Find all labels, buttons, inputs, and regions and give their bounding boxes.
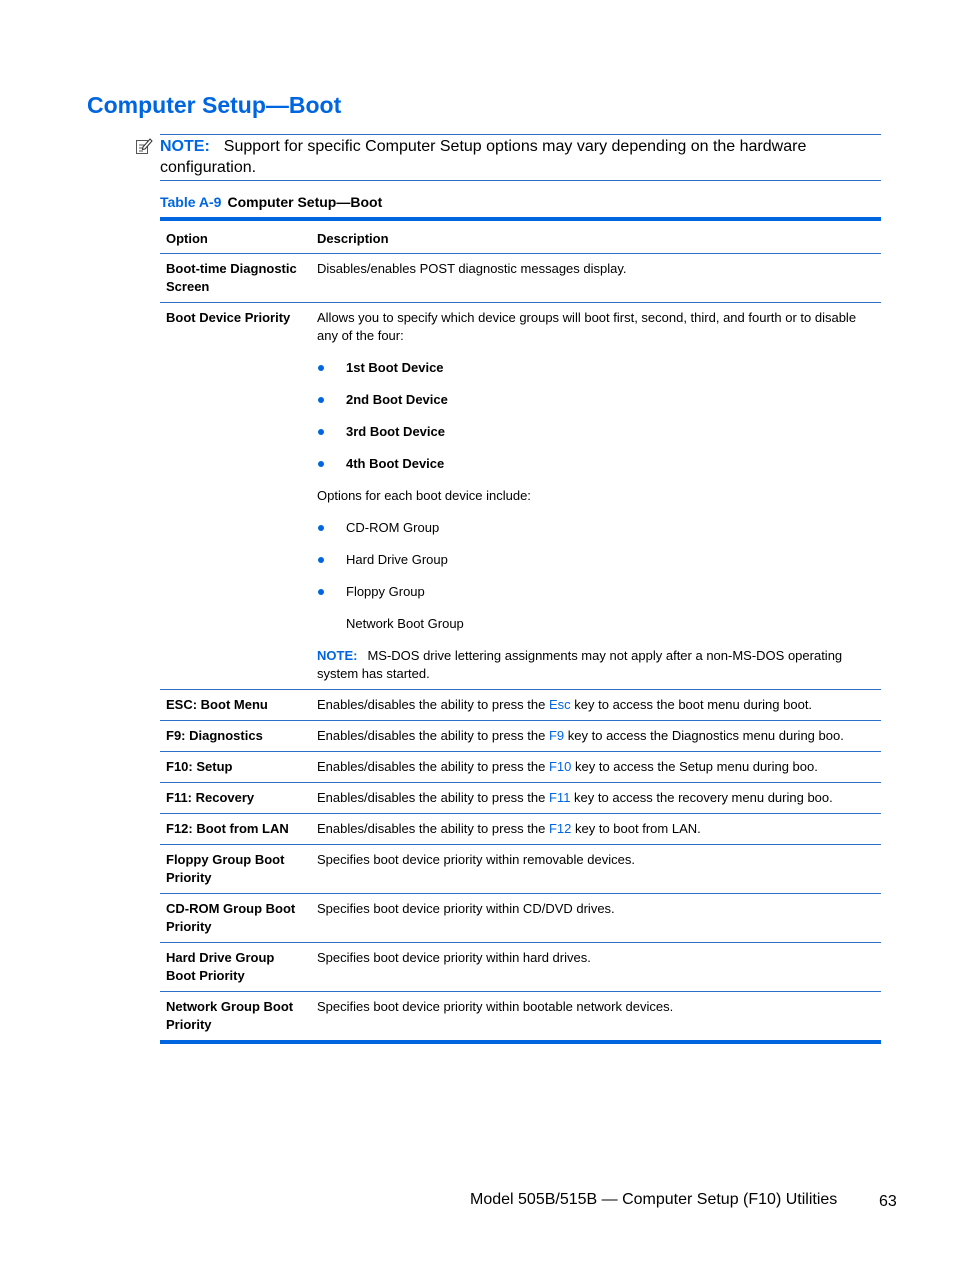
priority-intro: Allows you to specify which device groups will boot first, second, third, and fourth or to disable any of the four: [317, 310, 857, 343]
option-cell: F10: Setup [160, 752, 311, 783]
description-cell: Enables/disables the ability to press the F11 key to access the recovery menu during boo. [311, 783, 881, 814]
table-row [160, 303, 881, 690]
option-cell: Boot Device Priority [160, 303, 311, 690]
list-item: 2nd Boot Device [317, 391, 875, 409]
option-cell: F12: Boot from LAN [160, 814, 311, 845]
key-name: F12 [548, 821, 572, 836]
bullet-icon [318, 461, 324, 467]
table-row [160, 943, 881, 992]
table-header-row [160, 219, 881, 254]
option-cell: Network Group Boot Priority [166, 999, 294, 1032]
table-number: Table A-9 [160, 194, 222, 210]
page-title: Computer Setup—Boot [87, 92, 342, 118]
table-row [160, 721, 881, 752]
description-cell: Enables/disables the ability to press the F10 key to access the Setup menu during boo. [311, 752, 881, 783]
table-row [160, 690, 881, 721]
list-item: Floppy Group [317, 583, 875, 601]
bullet-icon [318, 525, 324, 531]
option-cell: Boot-time Diagnostic Screen [160, 254, 311, 303]
description-cell: Enables/disables the ability to press the Esc key to access the boot menu during boot. [311, 690, 881, 721]
options-intro: Options for each boot device include: [317, 488, 531, 503]
key-name: F10 [548, 759, 572, 774]
note-box [160, 134, 881, 181]
description-cell: Enables/disables the ability to press the F12 key to boot from LAN. [311, 814, 881, 845]
description-cell: Specifies boot device priority within CD/DVD drives. [311, 894, 881, 943]
footer-text: Model 505B/515B — Computer Setup (F10) Utilities [470, 1191, 838, 1208]
key-name: F9 [548, 728, 565, 743]
description-cell [311, 303, 881, 690]
note-pencil-icon [135, 137, 153, 155]
page-number: 63 [879, 1193, 897, 1210]
description-cell: Specifies boot device priority within removable devices. [311, 845, 881, 894]
note-label: NOTE: [160, 138, 210, 155]
boot-options-table [160, 217, 881, 1044]
inline-note-label: NOTE: [317, 648, 358, 663]
table-row [160, 254, 881, 303]
header-option: Option [160, 219, 311, 254]
bullet-icon [318, 397, 324, 403]
list-item: Network Boot Group [346, 616, 464, 631]
option-cell: CD-ROM Group Boot Priority [160, 894, 311, 943]
description-cell: Enables/disables the ability to press the F9 key to access the Diagnostics menu during boo. [311, 721, 881, 752]
table-caption [160, 194, 382, 210]
inline-note [317, 647, 875, 683]
list-item: 3rd Boot Device [317, 423, 875, 441]
option-cell: F11: Recovery [160, 783, 311, 814]
list-item: CD-ROM Group [317, 519, 875, 537]
description-cell: Disables/enables POST diagnostic messages display. [311, 254, 881, 303]
key-name: Esc [548, 697, 571, 712]
option-cell: F9: Diagnostics [160, 721, 311, 752]
note-text: Support for specific Computer Setup options may vary depending on the hardware configuration. [160, 138, 807, 176]
key-name: F11 [548, 790, 571, 805]
list-item: 4th Boot Device [317, 455, 875, 473]
header-description: Description [311, 219, 881, 254]
inline-note-text: MS-DOS drive lettering assignments may not apply after a non-MS-DOS operating system has started. [317, 648, 843, 681]
table-row [160, 752, 881, 783]
option-cell: ESC: Boot Menu [160, 690, 311, 721]
boot-device-list [317, 359, 875, 473]
table-title: Computer Setup—Boot [227, 194, 383, 210]
bullet-icon [318, 557, 324, 563]
table-row [160, 894, 881, 943]
device-group-list [317, 519, 875, 633]
table-row [160, 992, 881, 1043]
table-row [160, 845, 881, 894]
bullet-icon [318, 429, 324, 435]
bullet-icon [318, 365, 324, 371]
description-cell: Specifies boot device priority within bootable network devices. [317, 999, 674, 1014]
option-cell: Floppy Group Boot Priority [160, 845, 311, 894]
bullet-icon [318, 589, 324, 595]
list-item: Hard Drive Group [317, 551, 875, 569]
list-item: 1st Boot Device [317, 359, 875, 377]
option-cell: Hard Drive Group Boot Priority [160, 943, 311, 992]
description-cell: Specifies boot device priority within hard drives. [311, 943, 881, 992]
table-row [160, 783, 881, 814]
table-row [160, 814, 881, 845]
